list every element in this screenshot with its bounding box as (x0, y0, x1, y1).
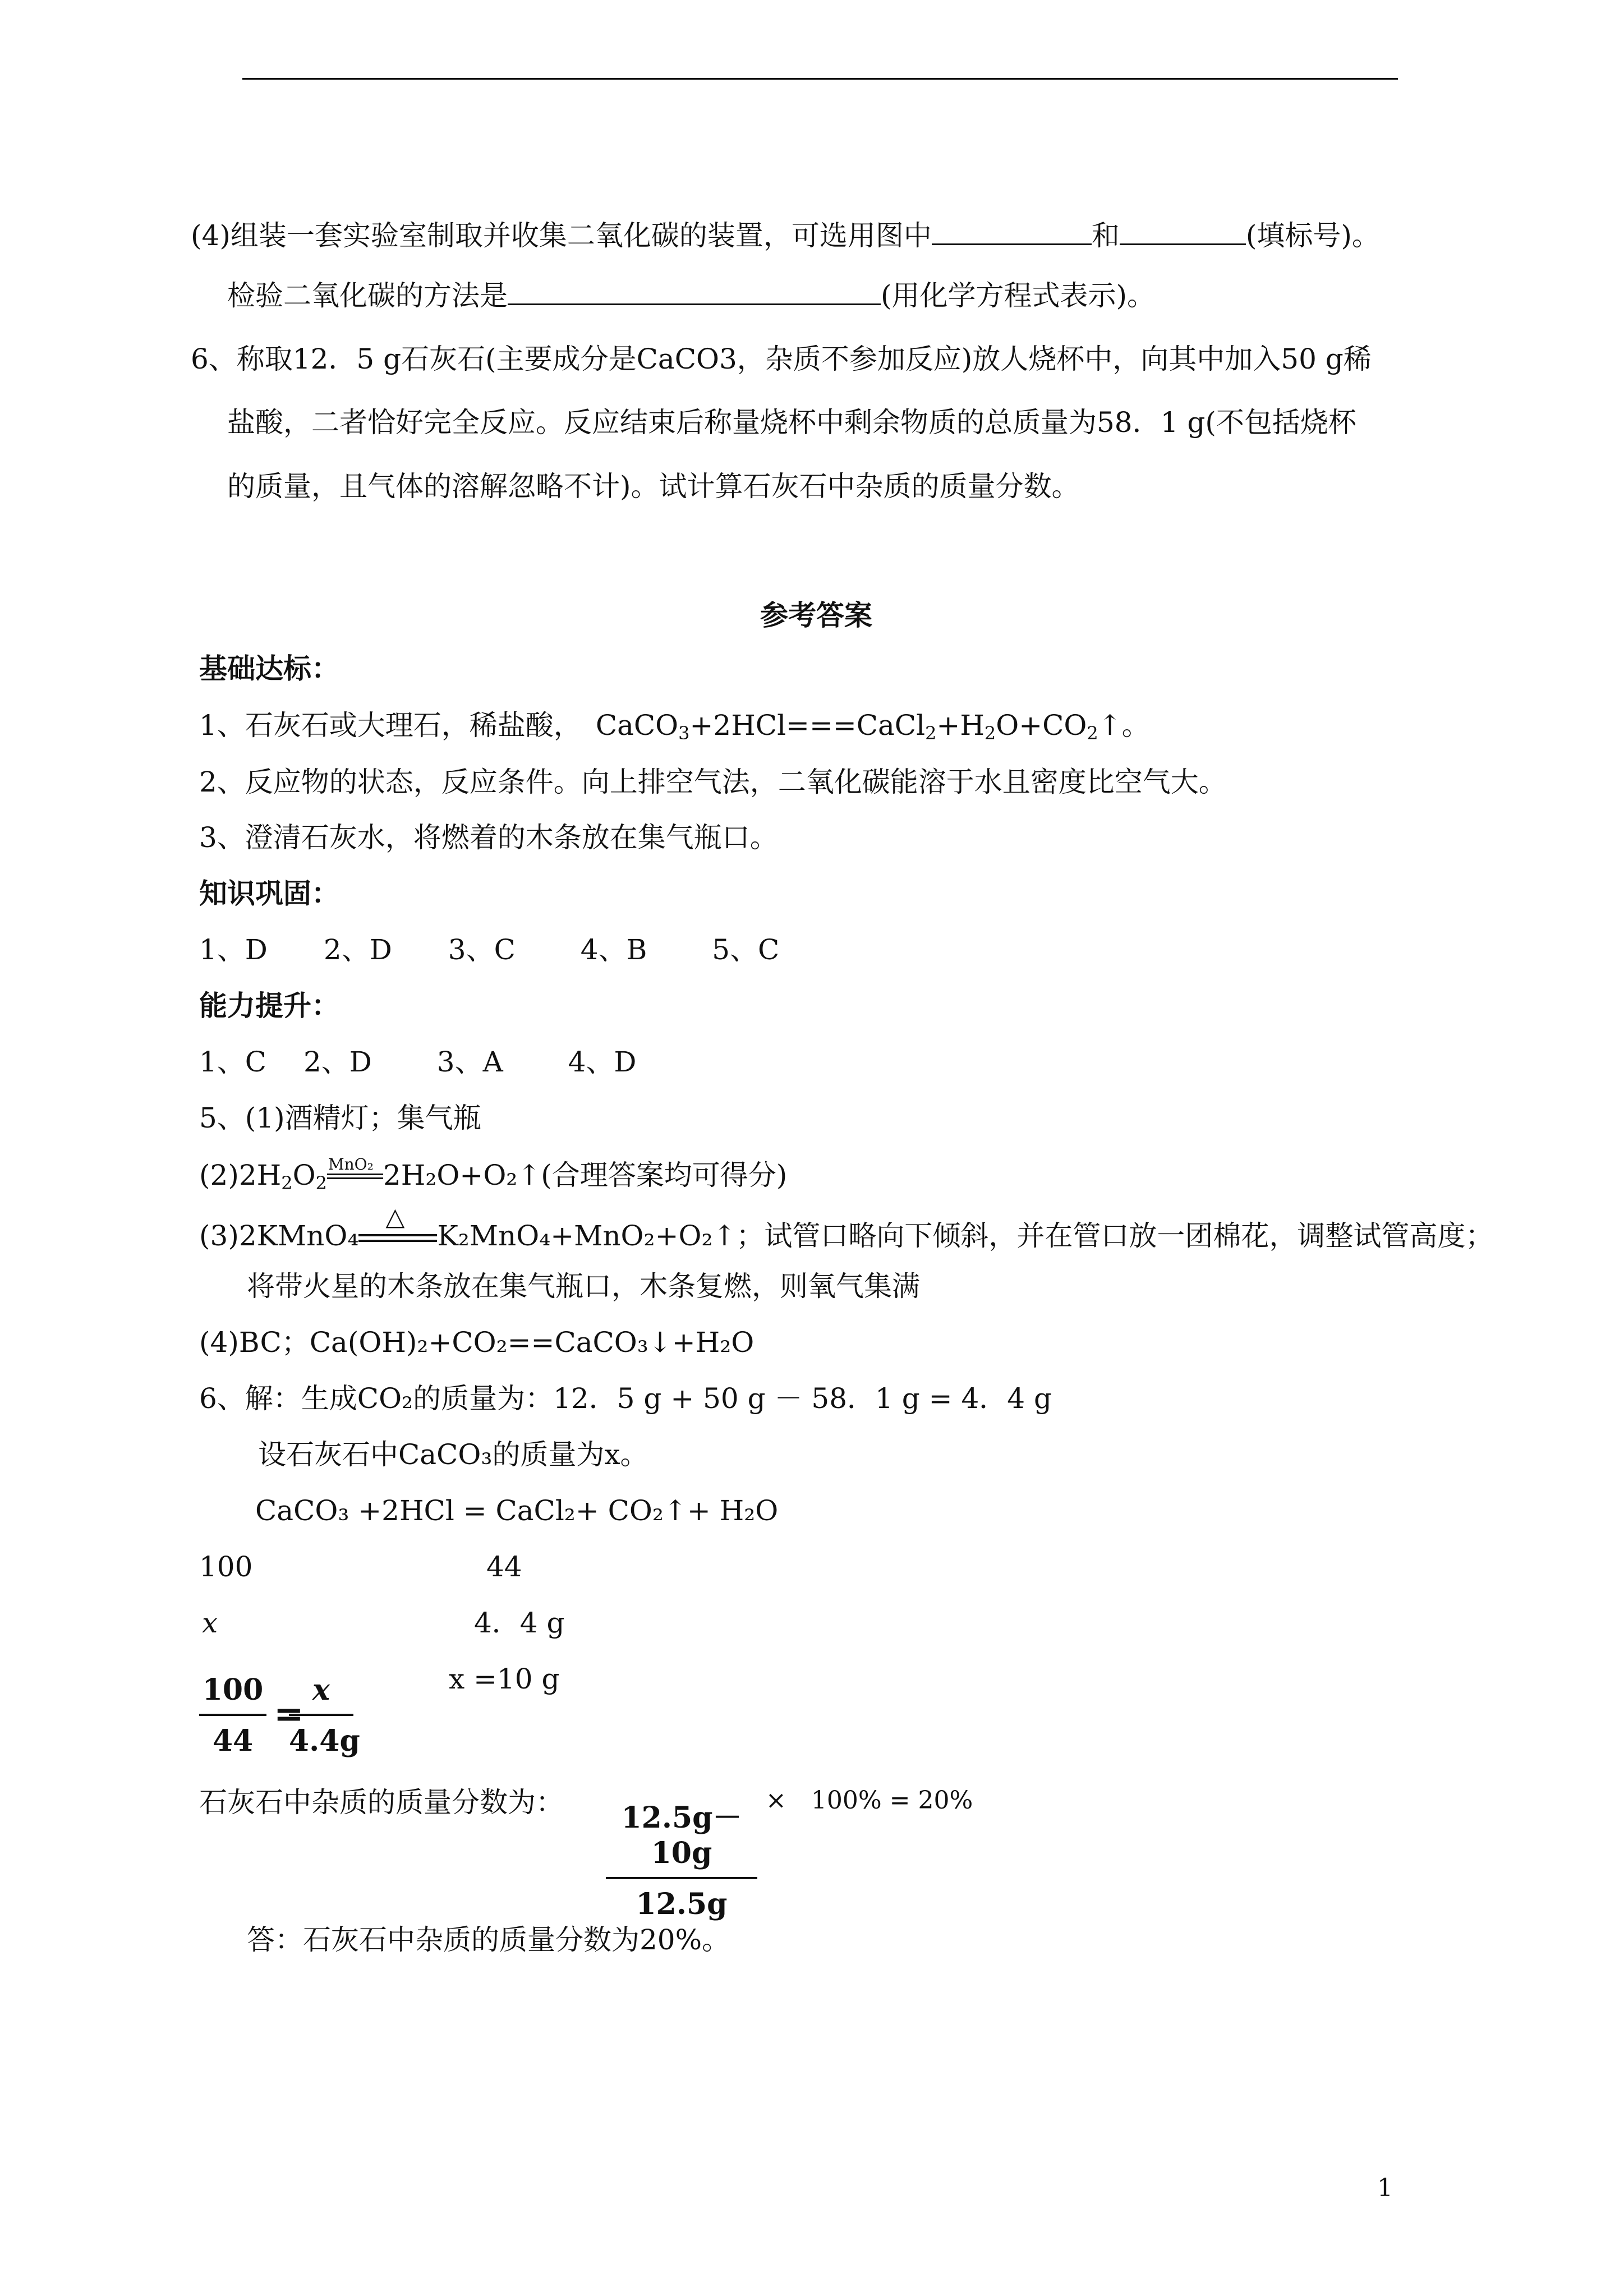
equals-sign: = (274, 1693, 304, 1735)
ability-q5-2: $(2)2H_2O_2$ MnO₂ 2H₂O+O₂↑(合理答案均可得分) (199, 1155, 788, 1194)
basic-answer-2: 2、反应物的状态，反应条件。向上排空气法，二氧化碳能溶于水且密度比空气大。 (199, 766, 1227, 798)
mass-co2: 44 (486, 1550, 522, 1583)
final-answer: 答：石灰石中杂质的质量分数为20%。 (247, 1924, 730, 1956)
q6-line-3: 的质量，且气体的溶解忽略不计)。试计算石灰石中杂质的质量分数。 (227, 470, 1080, 503)
ability-q5-4: (4)BC；Ca(OH)₂+CO₂==CaCO₃↓+H₂O (199, 1326, 755, 1359)
fraction-left: $\frac{100}{44}$ (199, 1673, 266, 1758)
basic-heading: 基础达标： (199, 652, 339, 685)
basic-answer-3: 3、澄清石灰水，将燃着的木条放在集气瓶口。 (199, 821, 778, 854)
ability-heading: 能力提升： (199, 989, 339, 1022)
header-rule (242, 78, 1398, 80)
solution-line-1: 6、解：生成CO₂的质量为：12．5 g + 50 g － 58．1 g = 4．4 g (199, 1382, 1052, 1415)
impurity-label: 石灰石中杂质的质量分数为： (199, 1786, 564, 1819)
impurity-result: × 100% = 20% (766, 1786, 973, 1815)
result-x: x =10 g (449, 1663, 560, 1695)
solution-equation: CaCO₃ +2HCl = CaCl₂+ CO₂↑+ H₂O (255, 1494, 779, 1527)
val-co2: 4．4 g (474, 1607, 565, 1639)
heat-triangle-icon: △ (358, 1216, 437, 1245)
q6-line-2: 盐酸，二者恰好完全反应。反应结束后称量烧杯中剩余物质的总质量为58．1 g(不包括烧杯 (227, 406, 1356, 439)
ability-q5-3-cont: 将带火星的木条放在集气瓶口，木条复燃，则氧气集满 (247, 1270, 920, 1303)
knowledge-heading: 知识巩固： (199, 877, 339, 910)
answer-blank-2[interactable] (1120, 219, 1246, 245)
q4-line (191, 219, 1380, 250)
q4-test-prefix: 检验二氧化碳的方法是 (227, 279, 508, 312)
q6-line-1: 6、称取12．5 g石灰石(主要成分是CaCO3，杂质不参加反应)放人烧杯中，向其中加入50 g稀 (191, 343, 1372, 375)
basic-answer-1: 1、石灰石或大理石，稀盐酸， $CaCO_3+2HCl===CaCl_2+H_2O+CO_2↑$。 (199, 709, 1150, 744)
q4-prefix: (4)组装一套实验室制取并收集二氧化碳的装置，可选用图中 (191, 219, 932, 252)
impurity-fraction: $\frac{12.5g-10g}{12.5g}$ (606, 1794, 757, 1921)
q4-suffix: (填标号)。 (1245, 219, 1380, 252)
answers-title: 参考答案 (760, 599, 872, 632)
ability-q5-1: 5、(1)酒精灯；集气瓶 (199, 1102, 481, 1134)
q4-test-suffix: (用化学方程式表示)。 (881, 279, 1156, 312)
q4-test-line (227, 279, 1155, 310)
ability-q5-3: (3)2KMnO₄ △ K₂MnO₄+MnO₂+O₂↑；试管口略向下倾斜，并在管口放一团棉花，调整试管高度； (199, 1203, 1494, 1252)
fraction-right: $\frac{x}{4.4g}$ (289, 1673, 360, 1758)
solution-line-2: 设石灰石中CaCO₃的质量为x。 (258, 1438, 648, 1471)
answer-blank-1[interactable] (932, 219, 1092, 245)
page-number: 1 (1377, 2174, 1393, 2202)
catalyst-mark: MnO₂ (327, 1160, 383, 1185)
ability-answers: 1、C 2、D 3、A 4、D (199, 1046, 637, 1078)
q4-mid: 和 (1091, 219, 1120, 252)
knowledge-answers: 1、D 2、D 3、C 4、B 5、C (199, 933, 780, 966)
mass-caco3: 100 (199, 1550, 253, 1583)
answer-blank-3[interactable] (508, 279, 881, 305)
var-x: x (202, 1607, 218, 1639)
